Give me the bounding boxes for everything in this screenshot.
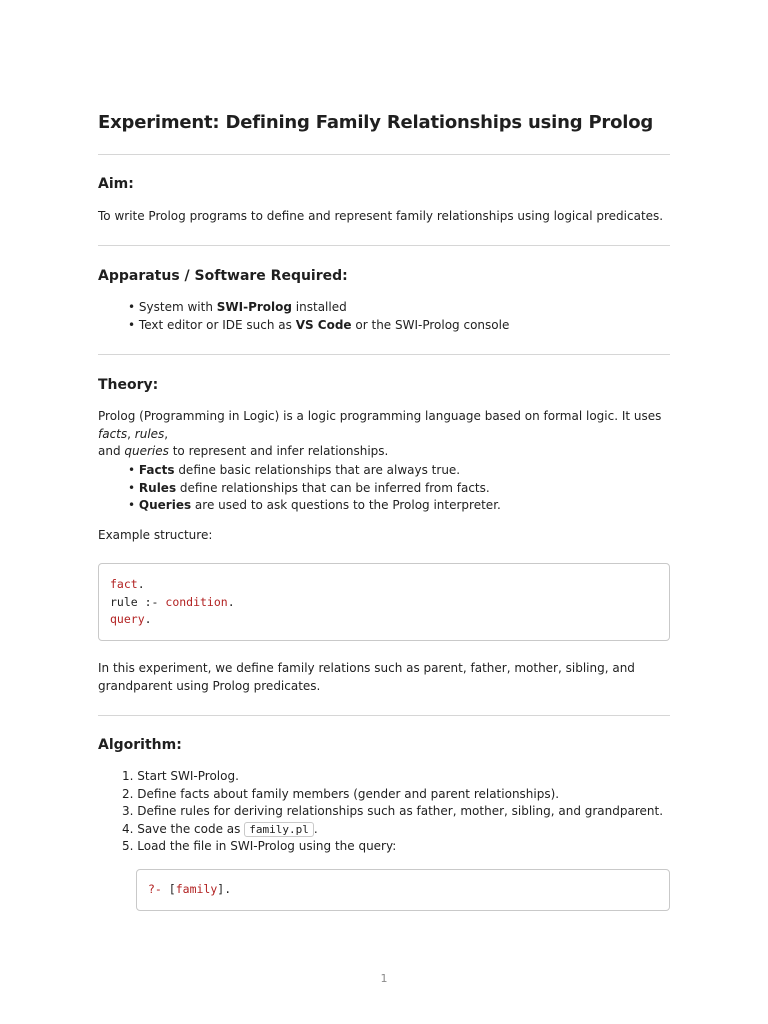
code-text: . — [144, 612, 152, 627]
list-item: • System with SWI-Prolog installed — [128, 300, 347, 314]
list-item-bold: Facts — [138, 463, 175, 477]
theory-intro-rules: rules — [134, 426, 165, 441]
step-item: 2. Define facts about family members (gender and parent relationships). — [122, 786, 560, 801]
algorithm-heading: Algorithm: — [98, 737, 182, 753]
apparatus-list — [128, 299, 509, 334]
list-item-bold: Queries — [138, 498, 192, 512]
theory-heading: Theory: — [98, 377, 159, 393]
list-item: • Queries are used to ask questions to the Prolog interpreter. — [128, 498, 501, 512]
document-title: Experiment: Defining Family Relationships using Prolog — [98, 112, 654, 133]
code-keyword: query — [110, 612, 145, 627]
divider — [98, 245, 670, 246]
list-item-text: installed — [291, 300, 347, 314]
code-text: [ — [168, 882, 176, 896]
theory-intro-text: Prolog (Programming in Logic) is a logic programming language based on formal logic. It uses — [98, 409, 662, 423]
divider — [98, 154, 670, 155]
theory-intro-text: and — [98, 444, 125, 458]
algorithm-steps — [122, 768, 663, 856]
step-item: 1. Start SWI-Prolog. — [122, 769, 239, 783]
code-prompt: ?- — [148, 882, 169, 896]
code-keyword: fact — [110, 577, 138, 591]
list-item-text: are used to ask questions to the Prolog interpreter. — [191, 498, 501, 512]
step-item-text: . — [313, 821, 318, 836]
theory-list — [128, 462, 501, 515]
theory-intro-text: , — [127, 426, 135, 441]
step-item: 3. Define rules for deriving relationships such as father, mother, sibling, and grandparent. — [122, 804, 664, 819]
code-block-example — [98, 563, 670, 641]
code-text: rule :- — [110, 594, 166, 609]
theory-intro — [98, 408, 670, 461]
page-number: 1 — [380, 972, 388, 985]
list-item-bold: Rules — [138, 480, 177, 495]
apparatus-heading: Apparatus / Software Required: — [98, 268, 348, 284]
list-item-text: define relationships that can be inferred from facts. — [176, 480, 490, 495]
code-text: . — [227, 594, 235, 609]
step-item: 5. Load the file in SWI-Prolog using the query: — [122, 839, 397, 854]
divider — [98, 715, 670, 716]
example-label: Example structure: — [98, 528, 213, 542]
aim-text: To write Prolog programs to define and represent family relationships using logical predicates. — [98, 209, 664, 223]
theory-closing: In this experiment, we define family relations such as parent, father, mother, sibling, and grandparent using Prolog predicates. — [98, 661, 635, 693]
step-item-text: 4. Save the code as — [122, 821, 245, 836]
list-item-bold: SWI-Prolog — [216, 300, 292, 314]
list-item-bold: VS Code — [295, 317, 352, 332]
list-item: • Facts define basic relationships that are always true. — [128, 463, 461, 477]
divider — [98, 354, 670, 355]
theory-intro-facts: facts — [98, 426, 128, 441]
theory-intro-text: , — [164, 426, 169, 441]
code-keyword: family — [175, 882, 218, 896]
step-item — [122, 821, 663, 839]
code-text: . — [137, 577, 145, 591]
theory-intro-queries: queries — [124, 444, 169, 458]
list-item-text: System with — [138, 300, 217, 314]
code-text: ]. — [217, 882, 232, 896]
list-item-text: or the SWI-Prolog console — [351, 317, 510, 332]
list-item-text: Text editor or IDE such as — [138, 317, 296, 332]
list-item: • Text editor or IDE such as VS Code or the SWI-Prolog console — [128, 317, 510, 332]
code-block-query — [136, 869, 670, 911]
list-item-text: define basic relationships that are always true. — [174, 463, 461, 477]
theory-intro-text: to represent and infer relationships. — [168, 444, 389, 458]
code-keyword: condition — [165, 594, 228, 609]
list-item: • Rules define relationships that can be inferred from facts. — [128, 480, 490, 495]
aim-heading: Aim: — [98, 176, 134, 192]
inline-code-filename: family.pl — [244, 822, 314, 837]
